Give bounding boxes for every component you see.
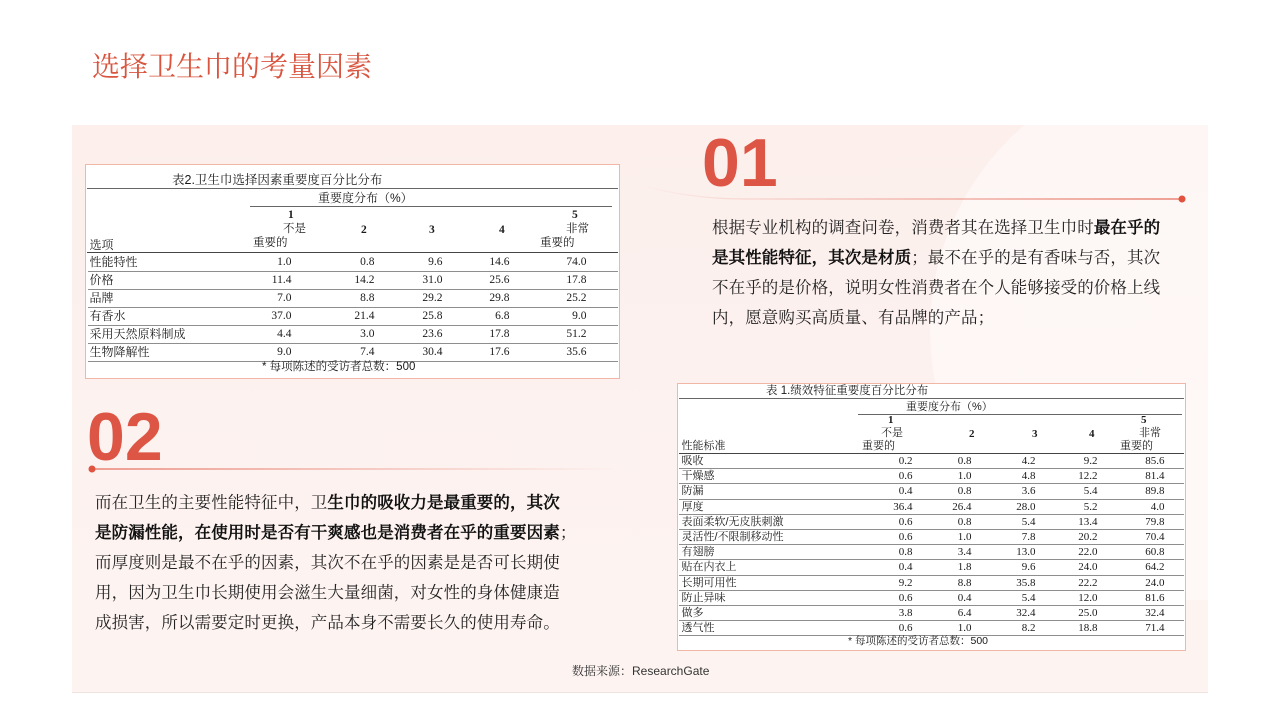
row-label: 贴在内衣上 [681, 561, 737, 574]
value-cell: 5.4 [1083, 485, 1098, 498]
value-cell: 25.8 [422, 309, 443, 322]
value-cell: 0.4 [957, 591, 972, 604]
value-cell: 1.0 [957, 622, 972, 635]
value-cell: 32.4 [1016, 606, 1036, 619]
section-02-paragraph [95, 488, 576, 638]
column-header-4: 4 [499, 224, 505, 236]
value-cell: 0.8 [898, 546, 913, 559]
value-cell: 9.2 [1083, 455, 1098, 467]
value-cell: 11.4 [271, 273, 292, 286]
data-source: 数据来源：ResearchGate [572, 664, 710, 678]
row-label: 透气性 [681, 622, 715, 635]
value-cell: 29.8 [489, 291, 510, 304]
row-label: 干燥感 [681, 470, 715, 483]
value-cell: 7.8 [1021, 530, 1036, 543]
value-cell: 14.2 [354, 273, 375, 286]
value-cell: 81.6 [1145, 591, 1165, 604]
value-cell: 37.0 [271, 309, 292, 322]
column-header-2: 2 [969, 428, 975, 440]
table-row [679, 530, 1184, 545]
table-row [88, 290, 618, 308]
value-cell: 35.6 [566, 345, 587, 358]
value-cell: 7.4 [360, 345, 375, 358]
value-cell: 3.0 [360, 327, 375, 340]
value-cell: 9.2 [898, 576, 913, 589]
column-header-5: 5 [572, 209, 578, 221]
value-cell: 0.6 [898, 591, 913, 604]
column-header-1: 1 [288, 209, 294, 221]
row-label: 品牌 [89, 290, 114, 305]
value-cell: 5.4 [1021, 591, 1036, 604]
table-row [88, 344, 618, 362]
table-header-rule [87, 252, 618, 253]
column-header-1-desc: 重要的 [253, 237, 288, 249]
value-cell: 25.0 [1078, 606, 1098, 619]
column-header-1: 1 [888, 414, 894, 426]
column-header-5-desc: 非常 [566, 223, 589, 235]
bold-text: 最在乎的 [1093, 219, 1161, 237]
row-label: 价格 [89, 272, 114, 287]
value-cell: 64.2 [1145, 561, 1165, 574]
value-cell: 9.0 [277, 345, 292, 358]
value-cell: 0.8 [957, 515, 972, 528]
value-cell: 9.0 [572, 309, 587, 322]
value-cell: 85.6 [1145, 455, 1165, 467]
value-cell: 3.4 [957, 546, 972, 559]
row-header: 性能标准 [681, 440, 726, 452]
value-cell: 3.6 [1021, 485, 1036, 498]
text-segment: ； [559, 524, 577, 542]
value-cell: 4.0 [1150, 500, 1165, 513]
row-label: 灵活性/不限制移动性 [681, 530, 784, 543]
value-cell: 13.4 [1078, 515, 1098, 528]
column-header-3: 3 [429, 224, 435, 236]
value-cell: 0.8 [360, 255, 375, 268]
value-cell: 0.2 [898, 455, 913, 467]
value-cell: 4.2 [1021, 455, 1036, 467]
value-cell: 0.6 [898, 515, 913, 528]
value-cell: 81.4 [1145, 470, 1165, 483]
table-footnote: * 每项陈述的受访者总数：500 [262, 361, 416, 373]
value-cell: 26.4 [952, 500, 972, 513]
column-header-1-desc: 重要的 [862, 440, 895, 452]
table-caption: 表 1.绩效特征重要度百分比分布 [766, 385, 929, 397]
value-cell: 12.2 [1078, 470, 1098, 483]
text-segment: 而厚度则是最不在乎的因素，其次不在乎的因素是是否可长期使 [95, 554, 560, 572]
text-line [95, 518, 576, 548]
column-header-5-desc: 重要的 [540, 237, 575, 249]
column-header-3: 3 [1032, 428, 1038, 440]
row-label: 有香水 [89, 308, 126, 323]
table-row [679, 484, 1184, 499]
value-cell: 1.0 [277, 255, 292, 268]
value-cell: 21.4 [354, 309, 375, 322]
text-segment: 内，愿意购买高质量、有品牌的产品； [712, 309, 995, 327]
value-cell: 22.0 [1078, 546, 1098, 559]
value-cell: 24.0 [1145, 576, 1165, 589]
text-line [712, 243, 1160, 273]
table-rule [250, 206, 612, 207]
value-cell: 8.2 [1021, 622, 1036, 635]
row-label: 做多 [681, 606, 704, 619]
row-label: 有翅膀 [681, 546, 715, 559]
text-segment: 而在卫生的主要性能特征中，卫 [95, 494, 328, 512]
value-cell: 79.8 [1145, 515, 1165, 528]
value-cell: 0.8 [957, 485, 972, 498]
row-label: 性能特性 [89, 254, 138, 269]
value-cell: 51.2 [566, 327, 587, 340]
value-cell: 5.4 [1021, 515, 1036, 528]
value-cell: 8.8 [957, 576, 972, 589]
row-label: 表面柔软/无皮肤刺激 [681, 515, 784, 528]
value-cell: 36.4 [893, 500, 913, 513]
column-group-header: 重要度分布（%） [318, 191, 413, 205]
value-cell: 31.0 [422, 273, 443, 286]
value-cell: 12.0 [1078, 591, 1098, 604]
value-cell: 24.0 [1078, 561, 1098, 574]
value-cell: 60.8 [1145, 546, 1165, 559]
value-cell: 8.8 [360, 291, 375, 304]
text-segment: 根据专业机构的调查问卷，消费者其在选择卫生巾时 [712, 219, 1094, 237]
row-label: 生物降解性 [89, 344, 150, 359]
column-header-2: 2 [361, 224, 367, 236]
table-row [679, 606, 1184, 621]
value-cell: 23.6 [422, 327, 443, 340]
table-row [88, 254, 618, 272]
table-rule [858, 414, 1182, 415]
column-header-5: 5 [1141, 414, 1147, 426]
table-row [679, 591, 1184, 606]
table-body [88, 254, 618, 362]
text-line [712, 213, 1160, 243]
row-label: 防漏 [681, 485, 704, 498]
text-line [95, 578, 576, 608]
table-row [88, 272, 618, 290]
table-row [679, 500, 1184, 515]
value-cell: 1.8 [957, 561, 972, 574]
row-label: 采用天然原料制成 [89, 326, 186, 341]
text-line [95, 488, 576, 518]
value-cell: 70.4 [1145, 530, 1165, 543]
table-row [679, 454, 1184, 469]
value-cell: 5.2 [1083, 500, 1098, 513]
table-row [679, 576, 1184, 591]
performance-features-table [677, 383, 1186, 651]
row-label: 防止异味 [681, 591, 726, 604]
section-01-dot [1179, 196, 1186, 203]
text-segment: 用，因为卫生巾长期使用会滋生大量细菌，对女性的身体健康造 [95, 584, 560, 602]
value-cell: 17.8 [489, 327, 510, 340]
selection-factors-table [85, 164, 620, 379]
value-cell: 0.6 [898, 470, 913, 483]
value-cell: 9.6 [1021, 561, 1036, 574]
table-row [88, 308, 618, 326]
table-row [679, 621, 1184, 636]
table-row [679, 560, 1184, 575]
value-cell: 7.0 [277, 291, 292, 304]
value-cell: 3.8 [898, 606, 913, 619]
table-rule [87, 188, 618, 189]
value-cell: 0.6 [898, 530, 913, 543]
value-cell: 4.4 [277, 327, 292, 340]
value-cell: 9.6 [428, 255, 443, 268]
value-cell: 0.4 [898, 485, 913, 498]
text-line [95, 548, 576, 578]
section-number: 02 [87, 399, 163, 475]
table-footnote: * 每项陈述的受访者总数：500 [848, 635, 989, 647]
value-cell: 29.2 [422, 291, 443, 304]
value-cell: 25.6 [489, 273, 510, 286]
value-cell: 35.8 [1016, 576, 1036, 589]
value-cell: 74.0 [566, 255, 587, 268]
row-header: 选项 [89, 238, 114, 252]
value-cell: 25.2 [566, 291, 587, 304]
value-cell: 0.8 [957, 455, 972, 467]
column-header-1-desc: 不是 [881, 427, 903, 439]
column-group-header: 重要度分布（%） [906, 400, 993, 413]
column-header-5-desc: 非常 [1139, 427, 1161, 439]
row-label: 长期可用性 [681, 576, 737, 589]
slide-title: 选择卫生巾的考量因素 [92, 51, 373, 82]
value-cell: 4.8 [1021, 470, 1036, 483]
value-cell: 20.2 [1078, 530, 1098, 543]
value-cell: 18.8 [1078, 622, 1098, 635]
value-cell: 71.4 [1145, 622, 1165, 635]
table-body [679, 454, 1184, 636]
value-cell: 22.2 [1078, 576, 1098, 589]
value-cell: 28.0 [1016, 500, 1036, 513]
table-row [88, 326, 618, 344]
table-row [679, 515, 1184, 530]
value-cell: 13.0 [1016, 546, 1036, 559]
table-rule [679, 398, 1184, 399]
table-caption: 表2.卫生巾选择因素重要度百分比分布 [172, 173, 383, 187]
text-segment: ；最不在乎的是有香味与否，其次 [911, 249, 1161, 267]
section-01-paragraph [712, 213, 1160, 333]
value-cell: 0.4 [898, 561, 913, 574]
table-row [679, 469, 1184, 484]
text-line [712, 273, 1160, 303]
row-label: 厚度 [681, 500, 704, 513]
text-line [712, 303, 1160, 333]
value-cell: 17.6 [489, 345, 510, 358]
row-label: 吸收 [681, 455, 704, 467]
column-header-4: 4 [1089, 428, 1095, 440]
value-cell: 1.0 [957, 470, 972, 483]
value-cell: 17.8 [566, 273, 587, 286]
value-cell: 14.6 [489, 255, 510, 268]
value-cell: 0.6 [898, 622, 913, 635]
value-cell: 1.0 [957, 530, 972, 543]
column-header-1-desc: 不是 [283, 223, 306, 235]
value-cell: 89.8 [1145, 485, 1165, 498]
text-line [95, 608, 576, 638]
bold-text: 生巾的吸收力是最重要的，其次 [327, 494, 560, 512]
table-row [679, 545, 1184, 560]
value-cell: 32.4 [1145, 606, 1165, 619]
text-segment: 成损害，所以需要定时更换，产品本身不需要长久的使用寿命。 [95, 614, 560, 632]
value-cell: 30.4 [422, 345, 443, 358]
value-cell: 6.4 [957, 606, 972, 619]
bold-text: 是其性能特征，其次是材质 [712, 249, 912, 267]
column-header-5-desc: 重要的 [1120, 440, 1153, 452]
text-segment: 不在乎的是价格，说明女性消费者在个人能够接受的价格上线 [712, 279, 1161, 297]
section-number: 01 [702, 125, 778, 201]
value-cell: 6.8 [495, 309, 510, 322]
bold-text: 是防漏性能，在使用时是否有干爽感也是消费者在乎的重要因素 [95, 524, 560, 542]
